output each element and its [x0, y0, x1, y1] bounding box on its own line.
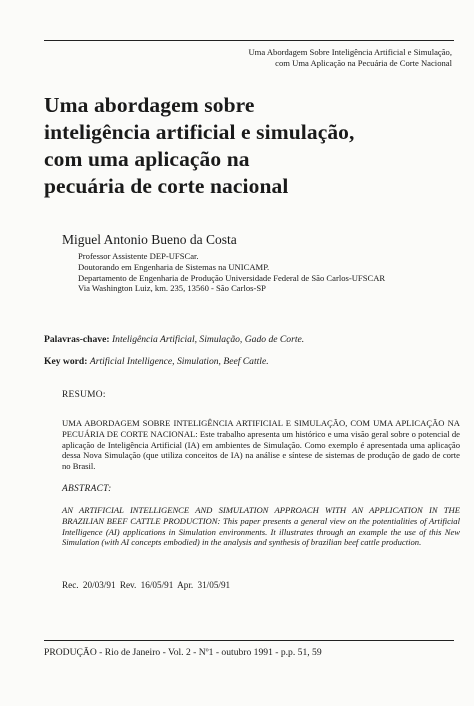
title-line-1: Uma abordagem sobre: [44, 93, 255, 117]
affiliation-line: Via Washington Luiz, km. 235, 13560 - São Carlos-SP: [78, 283, 266, 294]
footer-rule: [44, 640, 454, 641]
title-line-2: inteligência artificial e simulação,: [44, 120, 355, 144]
keywords-en: [44, 356, 269, 367]
submission-dates: [62, 580, 230, 590]
keywords-en-value: Artificial Intelligence, Simulation, Beef Cattle.: [89, 356, 269, 367]
keywords-en-label: Key word:: [44, 356, 88, 367]
date-approved: Apr. 31/05/91: [177, 580, 231, 590]
date-received: Rec. 20/03/91: [62, 580, 116, 590]
abstract-text: AN ARTIFICIAL INTELLIGENCE AND SIMULATION APPROACH WITH AN APPLICATION IN THE BRAZILIAN BEEF CATTLE PRODUCTION: This paper presents a general view on the potentialities of Artificial Intelligence (AI) applications in Simulation environments. It illustrates through an example the use of this New Simulation (with AI concepts embodied) in the analysis and synthesis of brazilian beef cattle production.: [62, 505, 460, 548]
journal-citation: PRODUÇÃO - Rio de Janeiro - Vol. 2 - Nº1 - outubro 1991 - p.p. 51, 59: [44, 647, 322, 658]
affiliation-line: Doutorando em Engenharia de Sistemas na UNICAMP.: [78, 261, 270, 272]
running-header-line-2: com Uma Aplicação na Pecuária de Corte Nacional: [275, 58, 452, 68]
running-header: [152, 47, 452, 69]
author-affiliation: [78, 251, 385, 294]
title-line-3: com uma aplicação na: [44, 147, 250, 171]
affiliation-line: Departamento de Engenharia de Produção Universidade Federal de São Carlos-UFSCAR: [78, 272, 386, 283]
resumo-text: UMA ABORDAGEM SOBRE INTELIGÊNCIA ARTIFICIAL E SIMULAÇÃO, COM UMA APLICAÇÃO NA PECUÁRIA DE CORTE NACIONAL: Este trabalho apresenta um histórico e uma visão geral sobre o potencial de aplicação de Inteligência Artificial (IA) em ambientes de Simulação. Como exemplo é apresentada uma aplicação dessa Nova Simulação (que utiliza conceitos de IA) na análise e síntese de sistemas de produção de gado de corte no Brasil.: [62, 418, 460, 472]
affiliation-line: Professor Assistente DEP-UFSCar.: [78, 251, 199, 261]
author-name: Miguel Antonio Bueno da Costa: [62, 232, 237, 247]
title-line-4: pecuária de corte nacional: [44, 174, 289, 198]
top-rule: [44, 40, 454, 41]
keywords-pt-value: Inteligência Artificial, Simulação, Gado de Corte.: [111, 334, 305, 345]
keywords-pt: [44, 334, 304, 345]
article-title: [44, 92, 464, 200]
abstract-label: ABSTRACT:: [62, 484, 112, 494]
resumo-label: RESUMO:: [62, 390, 106, 400]
running-header-line-1: Uma Abordagem Sobre Inteligência Artificial e Simulação,: [248, 47, 452, 57]
keywords-pt-label: Palavras-chave:: [44, 334, 110, 345]
date-revised: Rev. 16/05/91: [119, 580, 174, 590]
